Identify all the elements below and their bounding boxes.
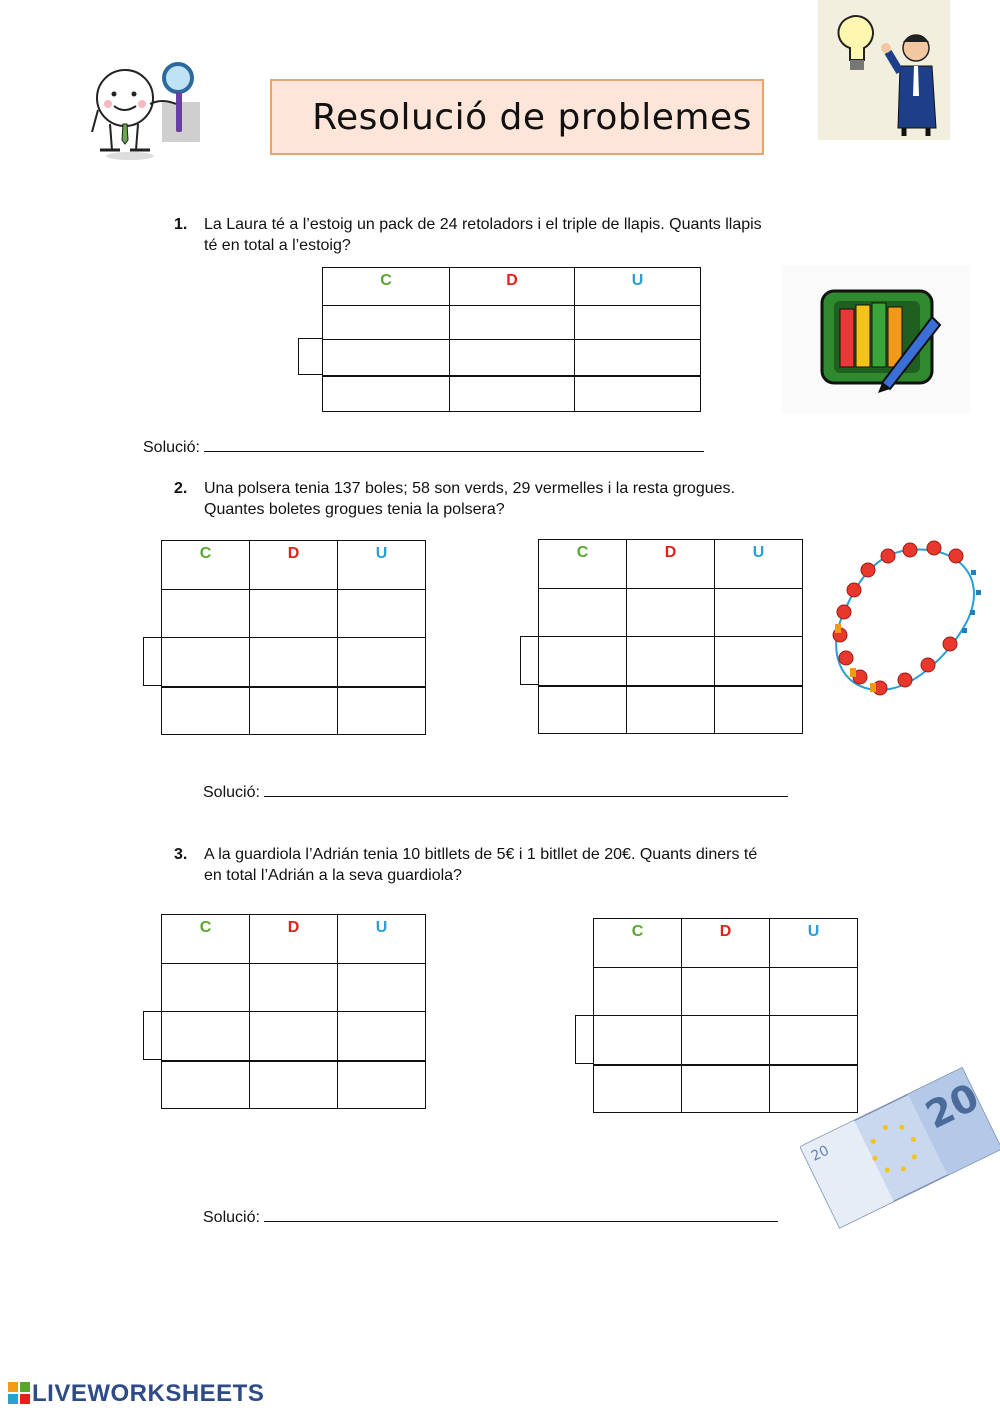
table-cell[interactable] (250, 687, 338, 735)
table-cell[interactable] (250, 1061, 338, 1109)
solution-label: Solució: (203, 784, 260, 801)
table-cell[interactable] (682, 968, 770, 1016)
table-cell[interactable] (162, 590, 250, 638)
liveworksheets-logo[interactable] (8, 1380, 264, 1408)
operation-sign-box[interactable] (575, 1015, 594, 1064)
table-cell[interactable] (338, 590, 426, 638)
table-cell[interactable] (323, 306, 450, 340)
table-cell[interactable] (682, 1065, 770, 1113)
table-cell[interactable] (450, 376, 575, 412)
header-d: D (682, 919, 770, 968)
table-cell[interactable] (162, 638, 250, 687)
header-d: D (250, 915, 338, 964)
header-d: D (450, 268, 575, 306)
header-u: U (575, 268, 701, 306)
header-u: U (770, 919, 858, 968)
table-cell[interactable] (162, 1061, 250, 1109)
header-u: U (715, 540, 803, 589)
table-cell[interactable] (450, 340, 575, 376)
header-c: C (539, 540, 627, 589)
logo-mark-icon (8, 1382, 30, 1404)
table-cell[interactable] (715, 637, 803, 686)
table-cell[interactable] (338, 638, 426, 687)
table-cell[interactable] (162, 1012, 250, 1061)
table-cell[interactable] (770, 968, 858, 1016)
header-u: U (338, 915, 426, 964)
table-cell[interactable] (539, 589, 627, 637)
title-box (270, 79, 764, 155)
cdu-table-2b (520, 539, 803, 736)
operation-sign-box[interactable] (143, 637, 162, 686)
table-cell[interactable] (539, 637, 627, 686)
header-c: C (162, 541, 250, 590)
logo-text: LIVEWORKSHEETS (32, 1380, 265, 1407)
table-cell[interactable] (338, 687, 426, 735)
table-cell[interactable] (450, 306, 575, 340)
solution-3 (203, 1205, 778, 1227)
table-cell[interactable] (575, 306, 701, 340)
table-cell[interactable] (539, 686, 627, 734)
result-line (161, 1060, 426, 1062)
solution-1 (143, 435, 704, 457)
table-cell[interactable] (338, 964, 426, 1012)
idea-man-icon (818, 0, 950, 140)
header-c: C (162, 915, 250, 964)
svg-text:20: 20 (918, 1074, 986, 1138)
operation-sign-box[interactable] (520, 636, 539, 685)
problem-text-line1: La Laura té a l’estoig un pack de 24 retoladors i el triple de llapis. Quants llapis (204, 216, 762, 233)
problem-text-line1: A la guardiola l’Adrián tenia 10 bitllets de 5€ i 1 bitllet de 20€. Quants diners té (204, 846, 758, 863)
problem-number: 3. (174, 846, 188, 863)
problem-3 (174, 844, 874, 888)
table-cell[interactable] (715, 589, 803, 637)
crayon-case-icon (782, 265, 970, 413)
table-cell[interactable] (594, 968, 682, 1016)
table-cell[interactable] (715, 686, 803, 734)
table-cell[interactable] (323, 340, 450, 376)
magnifier-character-icon (90, 58, 205, 168)
problem-2 (174, 478, 874, 522)
table-cell[interactable] (250, 638, 338, 687)
problem-text-line2: Quantes boletes grogues tenia la polsera? (204, 501, 505, 518)
table-cell[interactable] (594, 1016, 682, 1065)
table-cell[interactable] (575, 376, 701, 412)
header-c: C (594, 919, 682, 968)
table-cell[interactable] (575, 340, 701, 376)
solution-label: Solució: (143, 439, 200, 456)
answer-line[interactable] (264, 1205, 778, 1222)
table-cell[interactable] (162, 964, 250, 1012)
cdu-table-2a (143, 540, 426, 737)
problem-number: 2. (174, 480, 188, 497)
bead-bracelet-icon (830, 540, 990, 700)
operation-sign-box[interactable] (143, 1011, 162, 1060)
table-cell[interactable] (250, 590, 338, 638)
cdu-table-3a (143, 914, 426, 1111)
problem-text-line2: en total l’Adrián a la seva guardiola? (204, 867, 462, 884)
table-cell[interactable] (162, 687, 250, 735)
problem-number: 1. (174, 216, 188, 233)
problem-text-line1: Una polsera tenia 137 boles; 58 son verds, 29 vermelles i la resta grogues. (204, 480, 735, 497)
solution-label: Solució: (203, 1209, 260, 1226)
result-line (161, 686, 426, 688)
answer-line[interactable] (264, 780, 788, 797)
svg-text:20: 20 (808, 1142, 832, 1165)
header-d: D (627, 540, 715, 589)
table-cell[interactable] (682, 1016, 770, 1065)
table-cell[interactable] (250, 964, 338, 1012)
page-title: Resolució de problemes (312, 96, 752, 138)
euro-banknote-icon (800, 1058, 1000, 1233)
table-cell[interactable] (323, 376, 450, 412)
answer-line[interactable] (204, 435, 704, 452)
table-cell[interactable] (594, 1065, 682, 1113)
header-u: U (338, 541, 426, 590)
problem-text-line2: té en total a l’estoig? (204, 237, 351, 254)
header-d: D (250, 541, 338, 590)
solution-2 (203, 780, 788, 802)
header-c: C (323, 268, 450, 306)
table-cell[interactable] (250, 1012, 338, 1061)
problem-1 (174, 214, 874, 258)
table-cell[interactable] (338, 1061, 426, 1109)
table-cell[interactable] (627, 637, 715, 686)
result-line (538, 685, 803, 687)
result-line (322, 375, 700, 377)
operation-sign-box[interactable] (298, 338, 323, 375)
table-cell[interactable] (627, 686, 715, 734)
cdu-table-1 (298, 267, 701, 412)
table-cell[interactable] (627, 589, 715, 637)
table-cell[interactable] (338, 1012, 426, 1061)
